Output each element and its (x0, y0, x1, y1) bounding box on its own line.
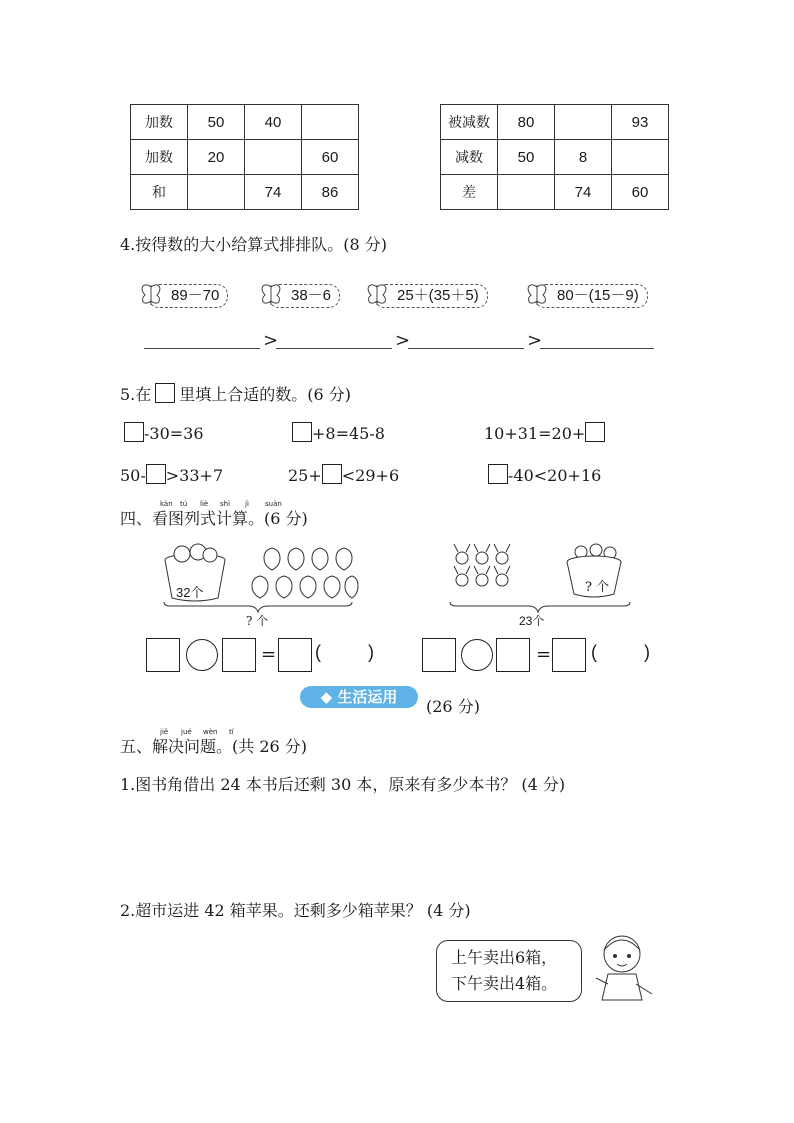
unit-paren-open: ( (315, 642, 321, 662)
answer-box[interactable] (552, 638, 586, 672)
table-cell: 60 (612, 175, 669, 210)
brace-label: ? 个 (246, 614, 269, 628)
table-cell: 20 (188, 140, 245, 175)
greater-than-sign: > (263, 330, 279, 351)
pinyin: jiě (160, 728, 169, 736)
butterfly-icon (365, 281, 389, 309)
answer-blank[interactable] (408, 348, 524, 349)
fill-expr: +8=45-8 (312, 424, 385, 443)
fill-item (120, 464, 223, 485)
pinyin: tí (229, 728, 234, 736)
unit-paren-open: ( (591, 642, 597, 662)
expression-card (534, 284, 648, 308)
fill-expr: -30=36 (144, 424, 204, 443)
pinyin: kàn (160, 500, 173, 508)
sample-box (155, 383, 175, 403)
bubble-line: 上午卖出6箱， (451, 948, 558, 967)
answer-box[interactable] (292, 422, 312, 442)
table-cell: 86 (302, 175, 359, 210)
greater-than-sign: > (527, 330, 543, 351)
expression-card (148, 284, 228, 308)
table-cell (498, 175, 555, 210)
question-5-title (120, 382, 351, 405)
fill-item (484, 422, 605, 443)
bubble-line: 下午卖出4箱。 (451, 974, 558, 993)
table-cell: 60 (302, 140, 359, 175)
answer-box[interactable] (496, 638, 530, 672)
butterfly-icon (525, 281, 549, 309)
section-4-title: 四、看图列式计算。(6 分) (120, 509, 308, 528)
pinyin: liè (200, 500, 209, 508)
table-row-label: 加数 (131, 105, 188, 140)
subtraction-table (440, 104, 669, 210)
butterfly-icon (259, 281, 283, 309)
addition-table (130, 104, 359, 210)
table-cell: 74 (245, 175, 302, 210)
pinyin: tú (180, 500, 188, 508)
fill-expr: 10+31=20+ (484, 424, 586, 443)
answer-box[interactable] (422, 638, 456, 672)
girl-icon (588, 930, 658, 1008)
expression-text: 25＋(35＋5) (397, 287, 479, 304)
answer-blank[interactable] (144, 348, 260, 349)
basket-label: ? 个 (585, 580, 610, 595)
table-cell: 74 (555, 175, 612, 210)
table-row-label: 减数 (441, 140, 498, 175)
fill-expr: 50- (120, 466, 146, 485)
fill-item (292, 422, 385, 443)
table-row-label: 差 (441, 175, 498, 210)
problem-2: 2.超市运进 42 箱苹果。还剩多少箱苹果？ (4 分) (120, 901, 471, 920)
expression-card (268, 284, 340, 308)
table-row-label: 加数 (131, 140, 188, 175)
expression-text: 38－6 (291, 287, 332, 304)
basket-label: 32个 (176, 585, 204, 600)
expression-text: 80－(15－9) (557, 287, 639, 304)
cube-icon: ◆ (320, 688, 333, 706)
answer-box[interactable] (222, 638, 256, 672)
table-cell: 40 (245, 105, 302, 140)
table-cell: 80 (498, 105, 555, 140)
title-prefix: 5.在 (120, 385, 152, 404)
table-row-label: 被减数 (441, 105, 498, 140)
expression-text: 89－70 (171, 287, 220, 304)
fill-expr: -40<20+16 (508, 466, 602, 485)
table-cell: 50 (498, 140, 555, 175)
pinyin: jué (181, 728, 192, 736)
pinyin: wèn (203, 728, 218, 736)
answer-blank[interactable] (540, 348, 654, 349)
brace-label: 23个 (519, 614, 545, 628)
answer-box[interactable] (278, 638, 312, 672)
unit-paren-close: ) (644, 642, 650, 662)
unit-paren-close: ) (368, 642, 374, 662)
speech-bubble (436, 940, 582, 1002)
fill-expr: >33+7 (165, 466, 224, 485)
answer-box[interactable] (488, 464, 508, 484)
table-cell (245, 140, 302, 175)
table-cell: 8 (555, 140, 612, 175)
strawberry-illustration (160, 540, 360, 620)
banner-score: (26 分) (426, 697, 480, 716)
equals-sign: = (536, 644, 552, 665)
answer-box[interactable] (124, 422, 144, 442)
title-suffix: 里填上合适的数。(6 分) (179, 385, 352, 404)
table-cell: 50 (188, 105, 245, 140)
problem-1: 1.图书角借出 24 本书后还剩 30 本，原来有多少本书？ (4 分) (120, 775, 566, 794)
answer-box[interactable] (146, 638, 180, 672)
question-4-title: 4.按得数的大小给算式排排队。(8 分) (120, 235, 388, 254)
answer-box[interactable] (585, 422, 605, 442)
table-row-label: 和 (131, 175, 188, 210)
operator-circle[interactable] (186, 639, 218, 671)
fill-item (288, 464, 399, 485)
equals-sign: = (261, 644, 277, 665)
table-cell (612, 140, 669, 175)
banner-label: 生活运用 (337, 688, 398, 706)
greater-than-sign: > (395, 330, 411, 351)
butterfly-icon (139, 281, 163, 309)
pinyin: jì (245, 500, 249, 508)
section-5-title: 五、解决问题。(共 26 分) (120, 737, 308, 756)
section-banner (300, 686, 418, 708)
expression-card (374, 284, 488, 308)
fill-item (488, 464, 601, 485)
operator-circle[interactable] (461, 639, 493, 671)
table-cell: 93 (612, 105, 669, 140)
answer-box[interactable] (322, 464, 342, 484)
fill-expr: 25+ (288, 466, 322, 485)
answer-box[interactable] (146, 464, 166, 484)
pinyin: shì (220, 500, 231, 508)
answer-blank[interactable] (276, 348, 392, 349)
fill-item (124, 422, 204, 443)
table-cell (188, 175, 245, 210)
table-cell (302, 105, 359, 140)
pinyin: suàn (265, 500, 282, 508)
fill-expr: <29+6 (341, 466, 400, 485)
table-cell (555, 105, 612, 140)
